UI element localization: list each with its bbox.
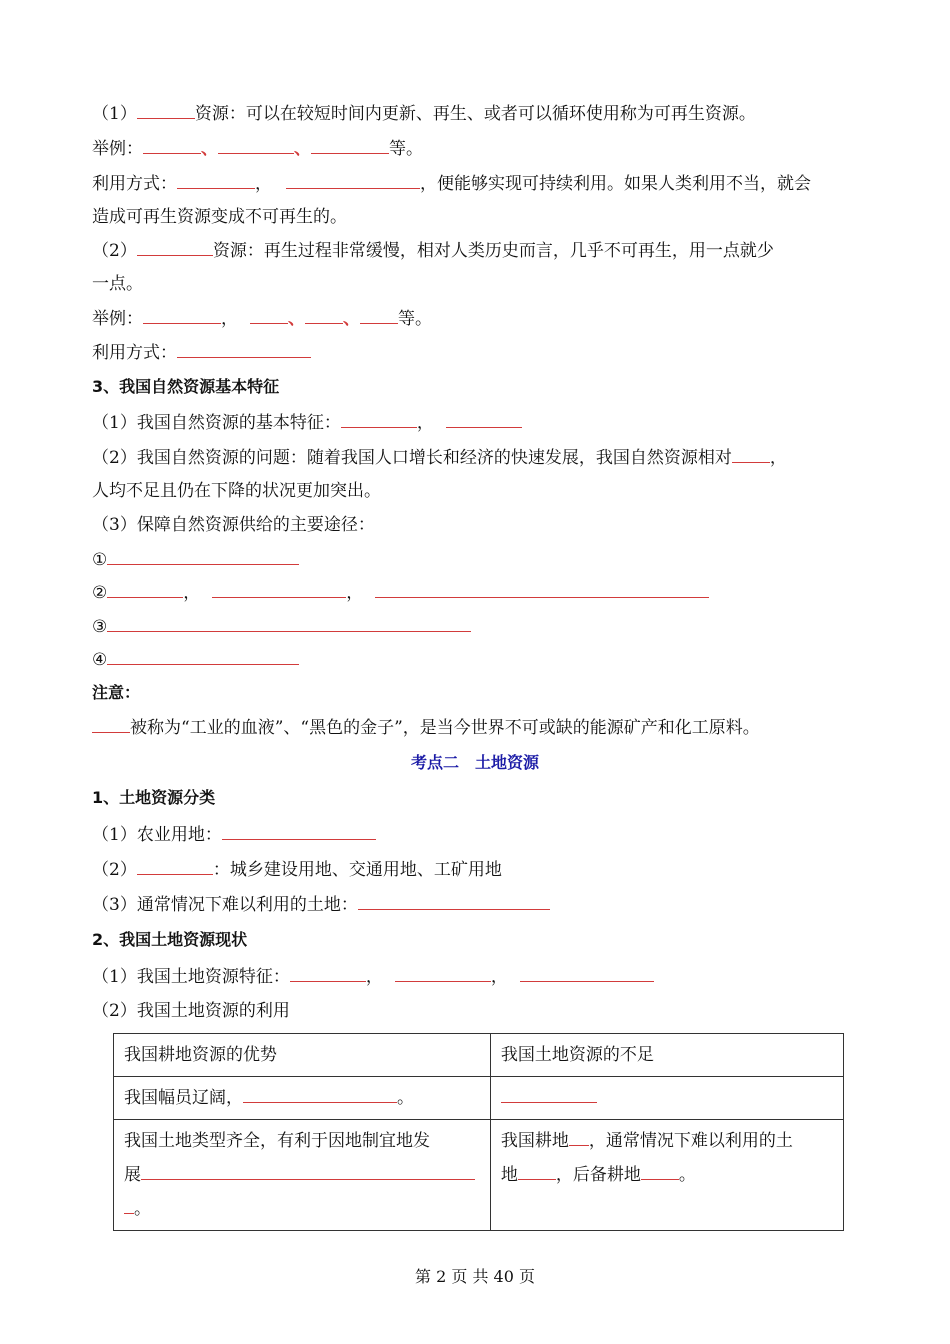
note-heading: 注意： xyxy=(92,683,141,702)
land-usage-label: （2）我国土地资源的利用 xyxy=(92,1001,290,1021)
approach-3: ③ xyxy=(92,614,471,639)
basic-features: （1）我国自然资源的基本特征： ， xyxy=(92,410,522,435)
fill-blank[interactable] xyxy=(137,101,195,119)
approach-2: ② ， ， xyxy=(92,580,709,605)
fill-blank[interactable] xyxy=(143,136,201,154)
fill-blank[interactable] xyxy=(124,1196,134,1214)
renewable-definition: （1） 资源：可以在较短时间内更新、再生、或者可以循环使用称为可再生资源。 xyxy=(92,101,756,126)
table-row xyxy=(114,1120,844,1231)
note-text: 被称为“工业的血液”、“黑色的金子”，是当今世界不可或缺的能源矿产和化工原料。 xyxy=(92,715,760,740)
nonrenewable-definition-cont: 一点。 xyxy=(92,274,143,294)
fill-blank[interactable] xyxy=(286,171,420,189)
resource-problem-cont: 人均不足且仍在下降的状况更加突出。 xyxy=(92,481,381,501)
renewable-examples: 举例： 、 、 等。 xyxy=(92,136,423,161)
topic-2-title: 考点二 土地资源 xyxy=(410,753,539,772)
fill-blank[interactable] xyxy=(107,580,183,598)
fill-blank[interactable] xyxy=(341,410,417,428)
land-status-heading: 2、我国土地资源现状 xyxy=(92,930,248,949)
fill-blank[interactable] xyxy=(107,547,299,565)
fill-blank[interactable] xyxy=(177,171,255,189)
construction-land: （2） ：城乡建设用地、交通用地、工矿用地 xyxy=(92,857,502,882)
fill-blank[interactable] xyxy=(137,238,213,256)
fill-blank[interactable] xyxy=(250,306,288,324)
fill-blank[interactable] xyxy=(177,340,311,358)
table-header-row xyxy=(114,1034,844,1077)
fill-blank[interactable] xyxy=(141,1162,475,1180)
supply-approaches: （3）保障自然资源供给的主要途径： xyxy=(92,515,375,535)
fill-blank[interactable] xyxy=(446,410,522,428)
fill-blank[interactable] xyxy=(92,715,130,733)
fill-blank[interactable] xyxy=(520,964,654,982)
page-footer: 第 2 页 共 40 页 xyxy=(415,1267,535,1286)
table-header-advantages: 我国耕地资源的优势 xyxy=(114,1034,491,1077)
fill-blank[interactable] xyxy=(107,614,471,632)
table-row xyxy=(114,1077,844,1120)
fill-blank[interactable] xyxy=(243,1085,397,1103)
fill-blank[interactable] xyxy=(305,306,343,324)
fill-blank[interactable] xyxy=(143,306,221,324)
fill-blank[interactable] xyxy=(569,1128,589,1146)
table-header-shortages: 我国土地资源的不足 xyxy=(490,1034,843,1077)
fill-blank[interactable] xyxy=(732,445,770,463)
fill-blank[interactable] xyxy=(290,964,366,982)
approach-1: ① xyxy=(92,547,299,572)
agricultural-land: （1）农业用地： xyxy=(92,822,376,847)
land-resource-table xyxy=(113,1033,844,1231)
resource-problem: （2）我国自然资源的问题：随着我国人口增长和经济的快速发展，我国自然资源相对 ， xyxy=(92,445,787,470)
fill-blank[interactable] xyxy=(212,580,346,598)
land-classification-heading: 1、土地资源分类 xyxy=(92,788,216,807)
nonrenewable-definition: （2） 资源：再生过程非常缓慢，相对人类历史而言，几乎不可再生，用一点就少 xyxy=(92,238,774,263)
fill-blank[interactable] xyxy=(518,1162,556,1180)
unused-land: （3）通常情况下难以利用的土地： xyxy=(92,892,550,917)
fill-blank[interactable] xyxy=(395,964,491,982)
fill-blank[interactable] xyxy=(311,136,389,154)
fill-blank[interactable] xyxy=(218,136,294,154)
fill-blank[interactable] xyxy=(641,1162,679,1180)
fill-blank[interactable] xyxy=(360,306,398,324)
fill-blank[interactable] xyxy=(358,892,550,910)
nonrenewable-usage: 利用方式： xyxy=(92,340,311,365)
fill-blank[interactable] xyxy=(501,1085,597,1103)
approach-4: ④ xyxy=(92,647,299,672)
fill-blank[interactable] xyxy=(375,580,709,598)
renewable-usage-cont: 造成可再生资源变成不可再生的。 xyxy=(92,207,347,227)
land-features: （1）我国土地资源特征： ， ， xyxy=(92,964,654,989)
table-cell: 我国耕地 ，通常情况下难以利用的土 地 ，后备耕地 。 xyxy=(490,1120,843,1231)
table-cell xyxy=(490,1077,843,1120)
renewable-usage: 利用方式： ， ，便能够实现可持续利用。如果人类利用不当，就会 xyxy=(92,171,811,196)
table-cell: 我国幅员辽阔， 。 xyxy=(114,1077,491,1120)
nonrenewable-examples: 举例： ， 、 、 等。 xyxy=(92,306,432,331)
fill-blank[interactable] xyxy=(137,857,213,875)
fill-blank[interactable] xyxy=(107,647,299,665)
section-3-heading: 3、我国自然资源基本特征 xyxy=(92,377,280,396)
table-cell: 我国土地类型齐全，有利于因地制宜地发 展 。 xyxy=(114,1120,491,1231)
fill-blank[interactable] xyxy=(222,822,376,840)
